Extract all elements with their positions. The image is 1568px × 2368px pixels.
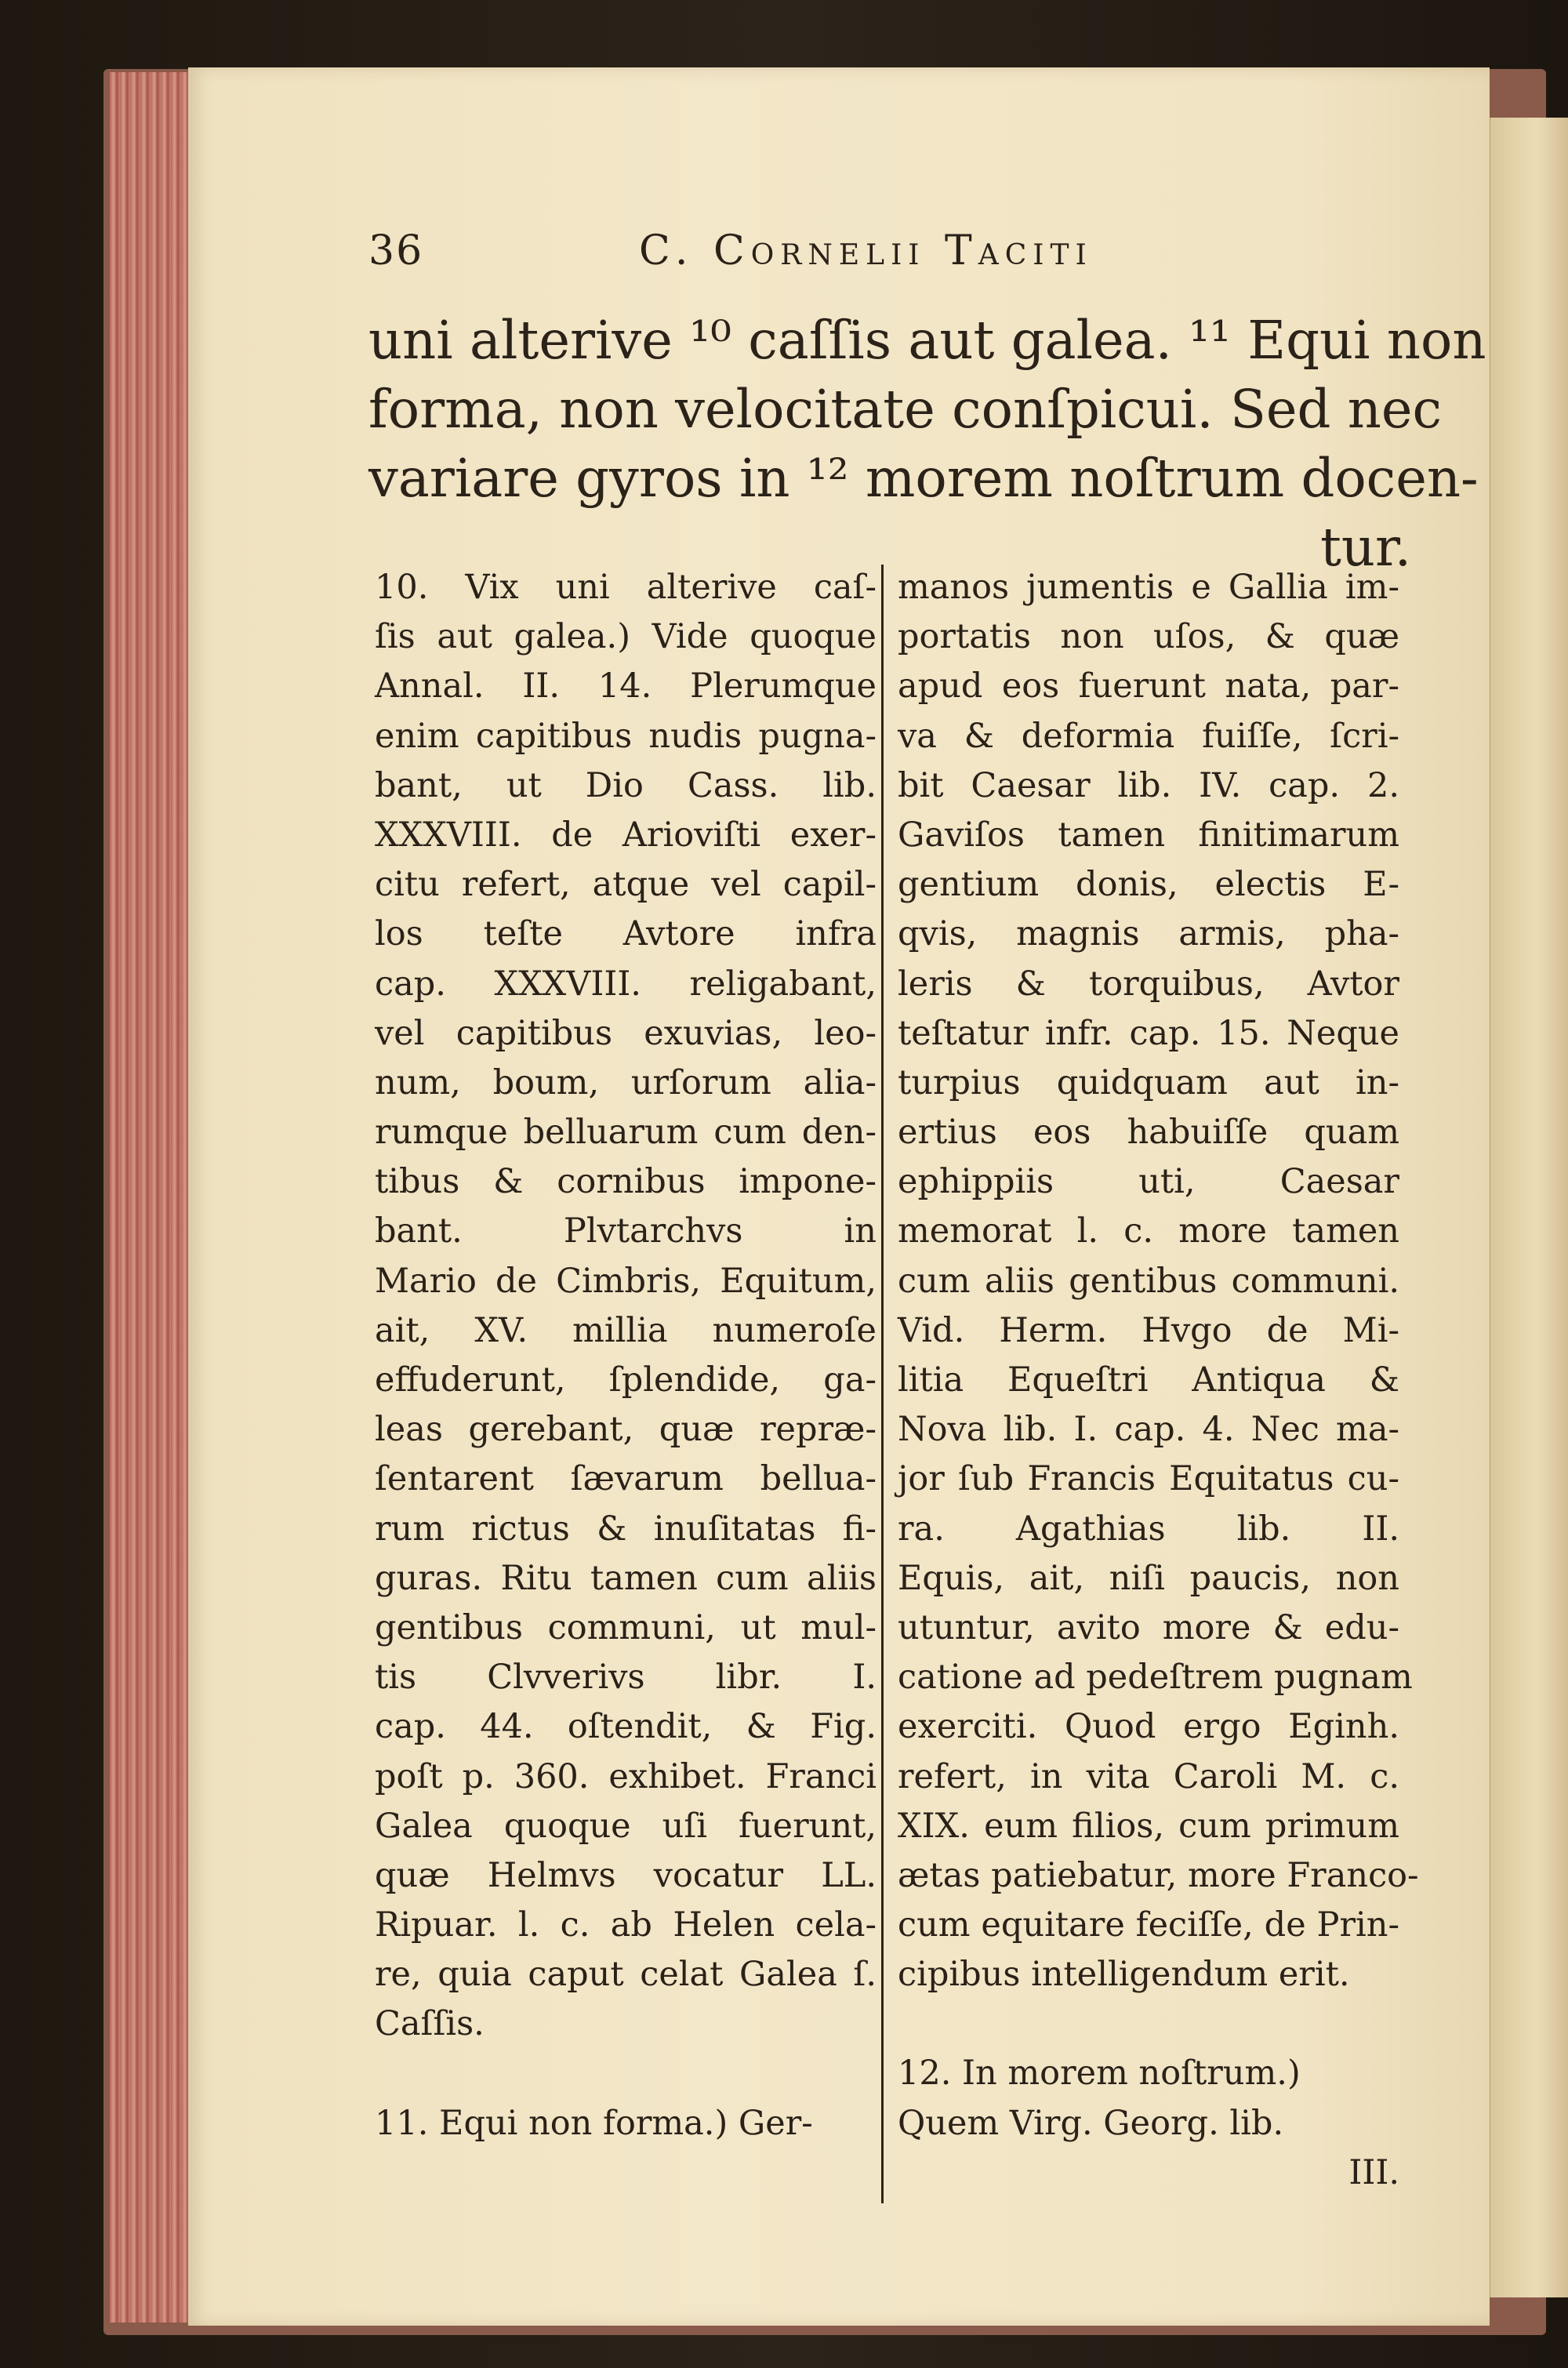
note-line: guras. Ritu tamen cum aliis	[375, 1558, 877, 1598]
page-number: 36	[368, 227, 424, 274]
main-text-line: variare gyros in ¹² morem noſtrum docen-	[368, 448, 1479, 509]
note-line: ait, XV. millia numeroſe	[375, 1310, 877, 1350]
note-line: Nova lib. I. cap. 4. Nec ma-	[898, 1410, 1399, 1450]
note-line: ætas patiebatur, more Franco-	[898, 1855, 1419, 1895]
note-gap	[898, 1999, 1399, 2049]
note-line: tibus & cornibus impone-	[375, 1162, 877, 1202]
note-line: Annal. II. 14. Plerumque	[375, 666, 877, 706]
note-line: cum equitare feciſſe, de Prin-	[898, 1905, 1399, 1945]
running-title: C. Cornelii Taciti	[639, 227, 1093, 274]
note-line: exerciti. Quod ergo Eginh.	[898, 1707, 1399, 1747]
note-line: ephippiis uti, Caesar	[898, 1162, 1399, 1202]
note-line: ſentarent ſævarum bellua-	[375, 1459, 877, 1499]
note-line: manos jumentis e Gallia im-	[898, 568, 1399, 607]
note-line: portatis non uſos, & quæ	[898, 617, 1399, 657]
note-heading-line: 11. Equi non forma.) Ger-	[375, 2103, 813, 2143]
note-line: jor ſub Francis Equitatus cu-	[898, 1459, 1399, 1499]
note-line: enim capitibus nudis pugna-	[375, 716, 877, 756]
note-line: rum rictus & inuſitatas fi-	[375, 1509, 877, 1549]
note-line: catione ad pedeſtrem pugnam	[898, 1658, 1413, 1698]
note-line: leris & torquibus, Avtor	[898, 964, 1399, 1004]
note-line: Vid. Herm. Hvgo de Mi-	[898, 1310, 1399, 1350]
note-line: re, quia caput celat Galea ſ.	[375, 1955, 877, 1995]
note-line: bant. Plvtarchvs in	[375, 1211, 877, 1251]
note-line: gentibus communi, ut mul-	[375, 1607, 877, 1647]
note-line: cap. 44. oſtendit, & Fig.	[375, 1707, 877, 1747]
facing-page-edge	[1490, 118, 1568, 2297]
note-line: ſis aut galea.) Vide quoque	[375, 617, 877, 657]
note-line: apud eos fuerunt nata, par-	[898, 666, 1399, 706]
note-line: cipibus intelligendum erit.	[898, 1955, 1350, 1995]
running-head	[368, 227, 1411, 282]
main-text-line: uni alterive ¹⁰ caſſis aut galea. ¹¹ Equi non	[368, 310, 1486, 371]
note-heading-line: 12. In morem noſtrum.)	[898, 2054, 1301, 2094]
notes-right-column	[898, 563, 1419, 2198]
note-line: XXXVIII. de Arioviſti exer-	[375, 815, 877, 855]
note-line: cap. XXXVIII. religabant,	[375, 964, 877, 1004]
note-line: ertius eos habuiſſe quam	[898, 1113, 1399, 1153]
note-line: rumque belluarum cum den-	[375, 1113, 877, 1153]
note-line: Gaviſos tamen finitimarum	[898, 815, 1399, 855]
note-line: ra. Agathias lib. II.	[898, 1509, 1399, 1549]
main-text-line: forma, non velocitate conſpicui. Sed nec	[368, 379, 1443, 440]
note-line: memorat l. c. more tamen	[898, 1211, 1399, 1251]
note-line: qvis, magnis armis, pha-	[898, 914, 1399, 954]
main-text-line: tur.	[1319, 517, 1411, 578]
note-line: teſtatur infr. cap. 15. Neque	[898, 1013, 1399, 1053]
note-line: 10. Vix uni alterive caſ-	[375, 568, 877, 607]
note-line: Mario de Cimbris, Equitum,	[375, 1261, 877, 1301]
note-line: quæ Helmvs vocatur LL.	[375, 1855, 877, 1895]
note-line: XIX. eum filios, cum primum	[898, 1806, 1399, 1846]
main-text	[368, 306, 1486, 582]
note-line: los teſte Avtore infra	[375, 914, 877, 954]
note-line: citu refert, atque vel capil-	[375, 865, 877, 905]
note-line: utuntur, avito more & edu-	[898, 1607, 1399, 1647]
note-line: num, boum, urſorum alia-	[375, 1062, 877, 1102]
note-line: litia Equeſtri Antiqua &	[898, 1360, 1399, 1400]
note-gap	[375, 2050, 877, 2099]
note-line: poſt p. 360. exhibet. Franci	[375, 1756, 877, 1796]
note-line: tis Clvverivs libr. I.	[375, 1658, 877, 1698]
note-line: vel capitibus exuvias, leo-	[375, 1013, 877, 1053]
note-line: bit Caesar lib. IV. cap. 2.	[898, 765, 1399, 805]
note-line: Equis, ait, niſi paucis, non	[898, 1558, 1399, 1598]
note-line: gentium donis, electis E-	[898, 865, 1399, 905]
column-rule	[881, 565, 884, 2203]
note-line: Galea quoque uſi fuerunt,	[375, 1806, 877, 1846]
note-heading-line: Quem Virg. Georg. lib.	[898, 2103, 1284, 2143]
note-line: refert, in vita Caroli M. c.	[898, 1756, 1399, 1796]
notes-left-column	[375, 563, 877, 2148]
note-heading-line: III.	[1348, 2152, 1399, 2192]
note-line: Ripuar. l. c. ab Helen cela-	[375, 1905, 877, 1945]
note-line: va & deformia fuiſſe, ſcri-	[898, 716, 1399, 756]
note-line: leas gerebant, quæ repræ-	[375, 1410, 877, 1450]
note-line: turpius quidquam aut in-	[898, 1062, 1399, 1102]
note-line: cum aliis gentibus communi.	[898, 1261, 1399, 1301]
note-line: bant, ut Dio Cass. lib.	[375, 765, 877, 805]
note-line: effuderunt, ſplendide, ga-	[375, 1360, 877, 1400]
note-line: Caſſis.	[375, 2004, 485, 2044]
